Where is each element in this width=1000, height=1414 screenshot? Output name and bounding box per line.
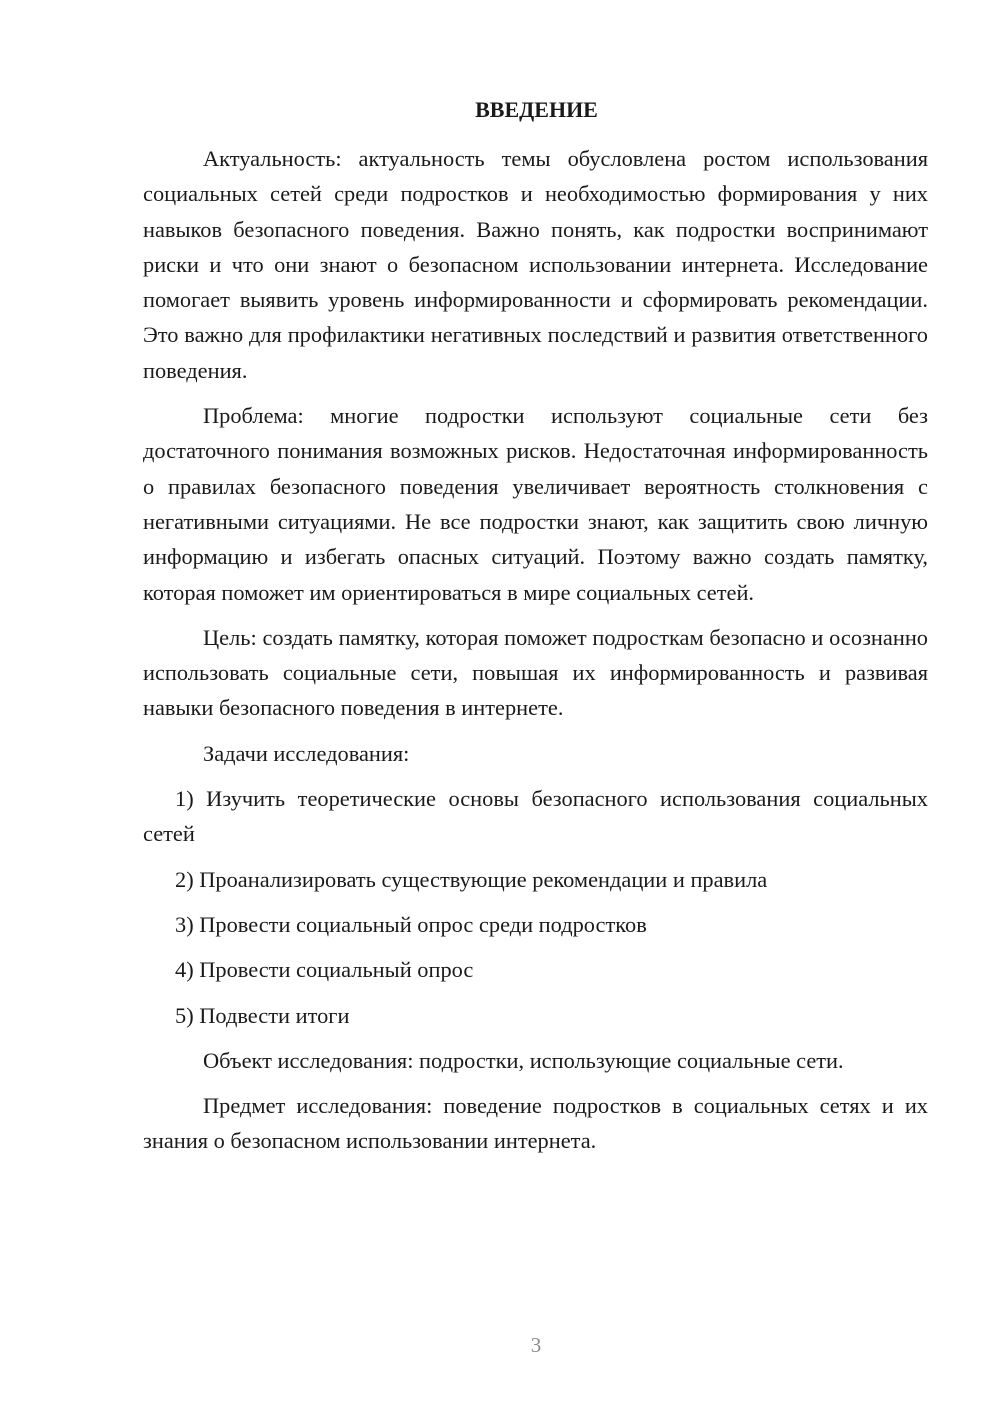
page-number: 3 bbox=[530, 1333, 542, 1357]
tasks-heading: Задачи исследования: bbox=[203, 740, 410, 766]
task-item-5: 5) Подвести итоги bbox=[175, 1002, 350, 1028]
subject-paragraph: Предмет исследования: поведение подростков в социальных сетях и их знания о безопасном использовании интернета. bbox=[143, 1093, 928, 1154]
task-item-4: 4) Провести социальный опрос bbox=[175, 957, 474, 983]
document-page bbox=[143, 92, 928, 1169]
object-paragraph: Объект исследования: подростки, использующие социальные сети. bbox=[203, 1047, 844, 1073]
relevance-paragraph: Актуальность: актуальность темы обусловлена ростом использования социальных сетей среди подростков и необходимостью формирования у них навыков безопасного поведения. Важно понять, как подростки воспринимают риски и что они знают о безопасном использовании интернета. Исследование помогает выявить уровень информированности и сформировать рекомендации. Это важно для профилактики негативных последствий и развития ответственного поведения. bbox=[143, 146, 928, 383]
goal-paragraph: Цель: создать памятку, которая поможет подросткам безопасно и осознанно использовать социальные сети, повышая их информированность и развивая навыки безопасного поведения в интернете. bbox=[143, 624, 928, 721]
task-item-3: 3) Провести социальный опрос среди подростков bbox=[175, 911, 647, 937]
problem-paragraph: Проблема: многие подростки используют социальные сети без достаточного понимания возможных рисков. Недостаточная информированность о правилах безопасного поведения увеличивает вероятность столкновения с негативными ситуациями. Не все подростки знают, как защитить свою личную информацию и избегать опасных ситуаций. Поэтому важно создать памятку, которая поможет им ориентироваться в мире социальных сетей. bbox=[143, 403, 928, 605]
page-title: ВВЕДЕНИЕ bbox=[475, 97, 598, 122]
task-item-2: 2) Проанализировать существующие рекомендации и правила bbox=[175, 866, 768, 892]
task-item-1: 1) Изучить теоретические основы безопасного использования социальных сетей bbox=[143, 786, 928, 847]
